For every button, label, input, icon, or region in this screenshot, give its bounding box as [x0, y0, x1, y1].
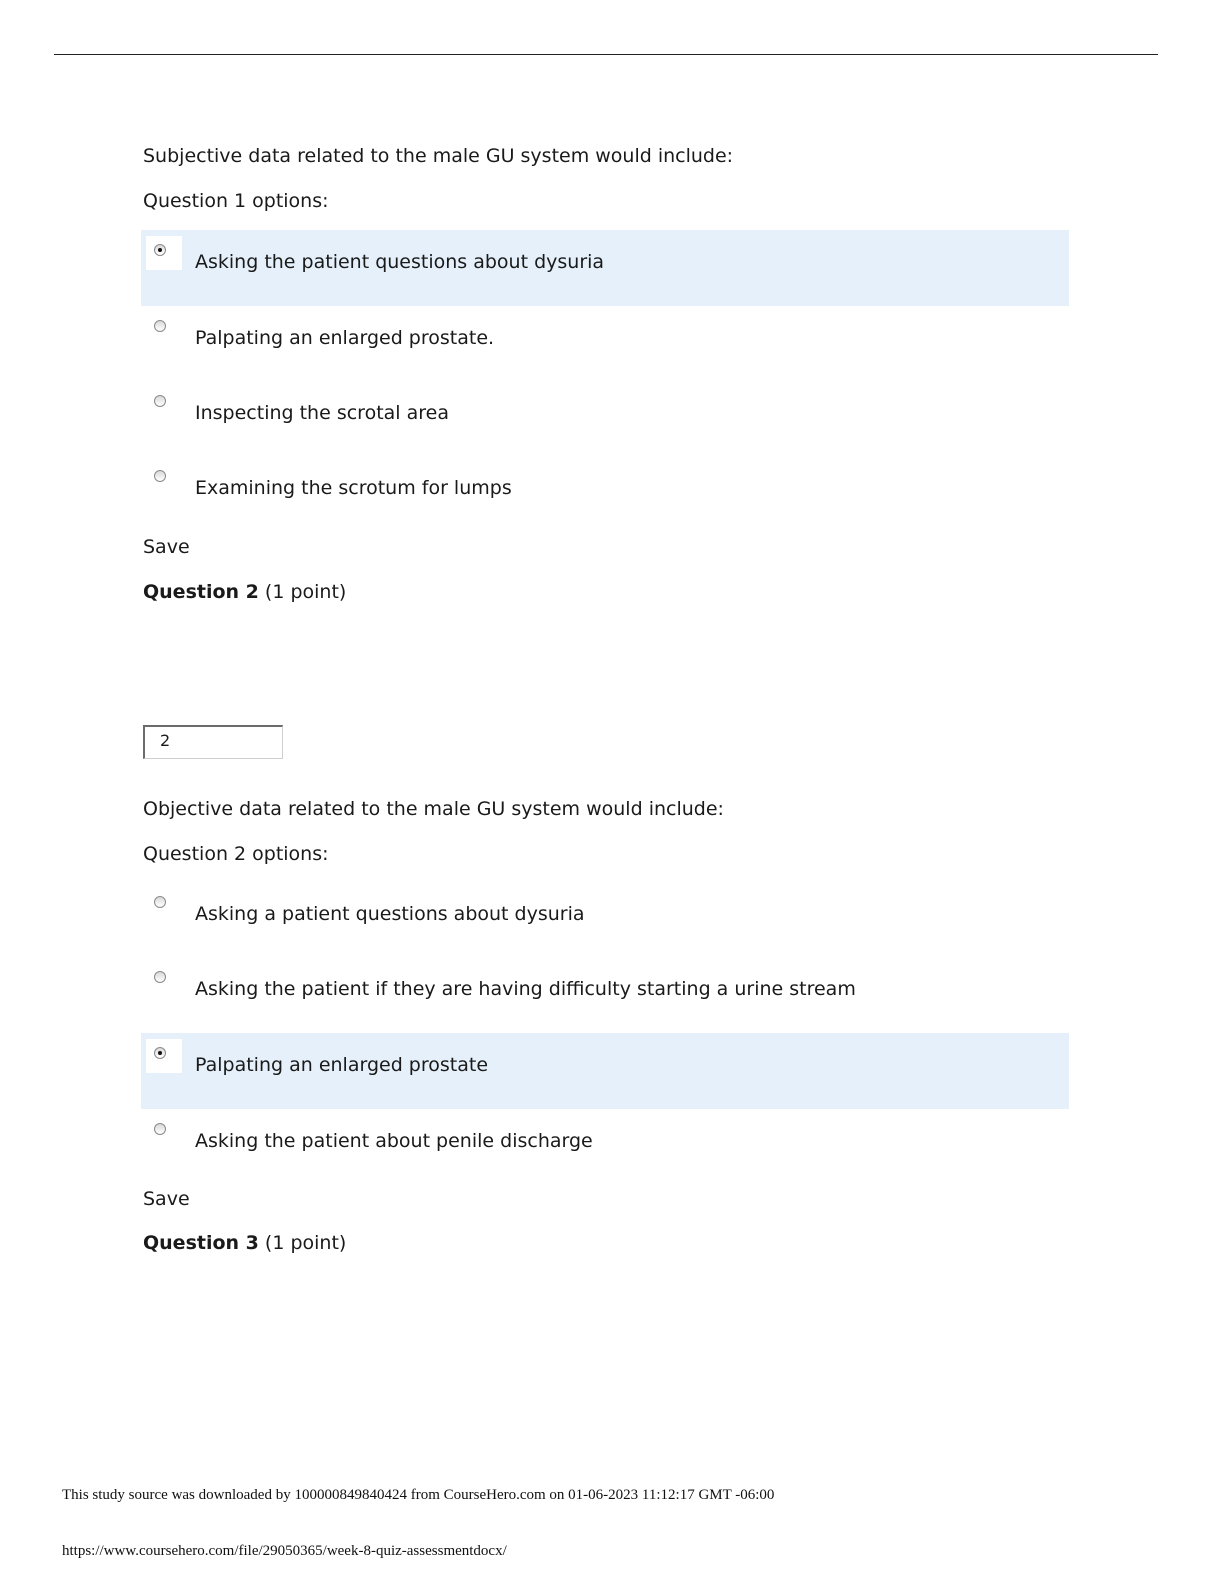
- radio-button-icon[interactable]: [154, 971, 166, 983]
- option-label: Palpating an enlarged prostate.: [195, 327, 495, 349]
- question-1-save-link[interactable]: Save: [143, 536, 190, 558]
- question-1-option-2[interactable]: [141, 306, 1069, 382]
- radio-button-icon[interactable]: [154, 1047, 166, 1059]
- radio-button-frame: [146, 888, 182, 922]
- radio-button-icon[interactable]: [154, 470, 166, 482]
- question-2-option-4[interactable]: [141, 1109, 1069, 1185]
- option-label: Palpating an enlarged prostate: [195, 1054, 489, 1076]
- radio-button-frame: [146, 236, 182, 270]
- radio-button-icon[interactable]: [154, 320, 166, 332]
- question-1-options-label: Question 1 options:: [143, 190, 329, 212]
- question-1-option-3[interactable]: [141, 381, 1069, 457]
- question-2-save-link[interactable]: Save: [143, 1188, 190, 1210]
- question-2-options-label: Question 2 options:: [143, 843, 329, 865]
- question-2-points: (1 point): [258, 581, 347, 603]
- radio-button-frame: [146, 462, 182, 496]
- option-label: Asking the patient if they are having difficulty starting a urine stream: [195, 978, 856, 1000]
- question-3-title: Question 3: [143, 1232, 259, 1254]
- radio-button-icon[interactable]: [154, 244, 166, 256]
- option-label: Examining the scrotum for lumps: [195, 477, 512, 499]
- radio-button-icon[interactable]: [154, 896, 166, 908]
- footer-url[interactable]: https://www.coursehero.com/file/29050365/week-8-quiz-assessmentdocx/: [62, 1543, 507, 1559]
- option-label: Asking the patient about penile discharge: [195, 1130, 593, 1152]
- question-2-prompt: Objective data related to the male GU system would include:: [143, 798, 724, 820]
- question-1-option-4[interactable]: [141, 456, 1069, 532]
- question-1-prompt: Subjective data related to the male GU system would include:: [143, 145, 734, 167]
- radio-button-frame: [146, 1039, 182, 1073]
- question-2-option-2[interactable]: [141, 957, 1069, 1033]
- question-3-heading: [143, 1231, 346, 1255]
- question-3-points: (1 point): [258, 1232, 347, 1254]
- radio-button-frame: [146, 387, 182, 421]
- top-rule: [54, 54, 1158, 55]
- option-label: Asking the patient questions about dysuria: [195, 251, 605, 273]
- question-2-heading: [143, 580, 346, 604]
- option-label: Inspecting the scrotal area: [195, 402, 449, 424]
- question-2-title: Question 2: [143, 581, 259, 603]
- radio-button-frame: [146, 963, 182, 997]
- radio-button-frame: [146, 1115, 182, 1149]
- question-2-number-field[interactable]: 2: [143, 725, 283, 759]
- footer-source-line: This study source was downloaded by 100000849840424 from CourseHero.com on 01-06-2023 11:12:17 GMT -06:00: [62, 1487, 775, 1503]
- radio-button-icon[interactable]: [154, 395, 166, 407]
- radio-button-icon[interactable]: [154, 1123, 166, 1135]
- question-2-option-3[interactable]: [141, 1033, 1069, 1109]
- question-1-option-1[interactable]: [141, 230, 1069, 306]
- radio-button-frame: [146, 312, 182, 346]
- question-2-option-1[interactable]: [141, 882, 1069, 958]
- option-label: Asking a patient questions about dysuria: [195, 903, 585, 925]
